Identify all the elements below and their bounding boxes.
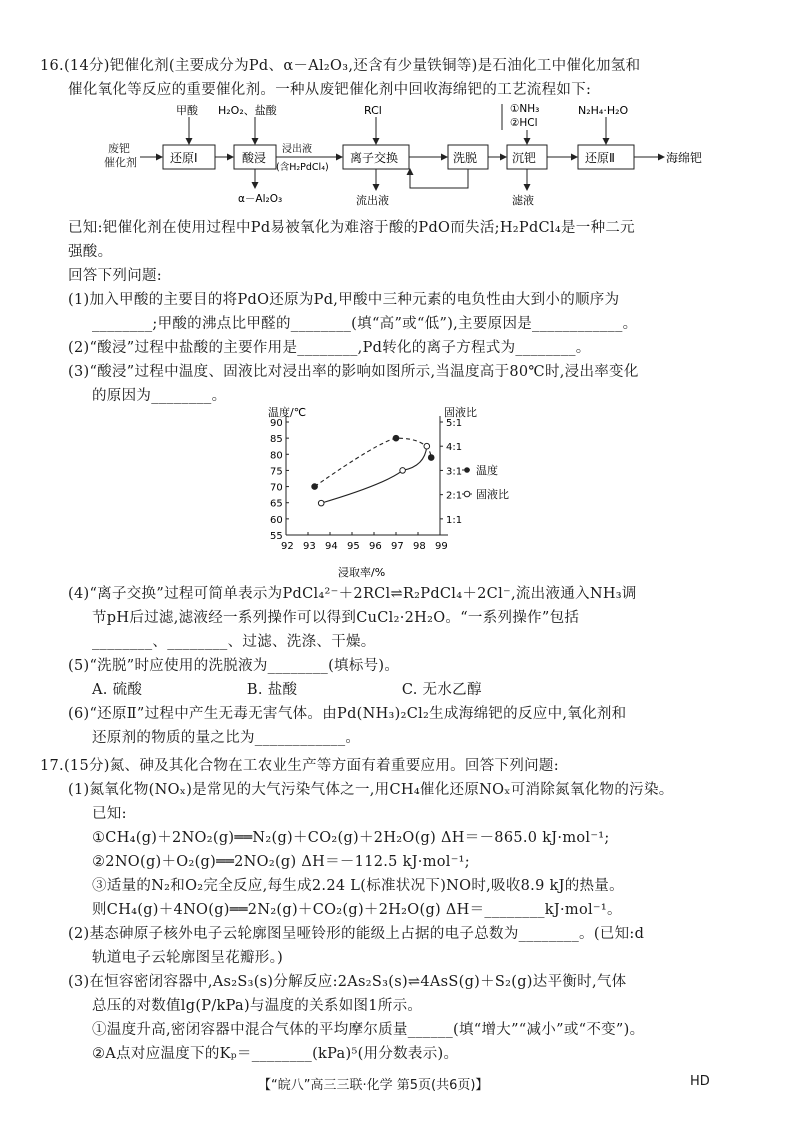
q17-equation4: 则CH₄(g)＋4NO(g)══2N₂(g)＋CO₂(g)＋2H₂O(g) ΔH＝________kJ·mol⁻¹。 bbox=[92, 902, 622, 918]
chart-y-left-tick-label: 65 bbox=[270, 498, 283, 510]
q16-answer-prompt: 回答下列问题: bbox=[68, 268, 162, 284]
chart-y-left-tick-label: 85 bbox=[270, 434, 283, 446]
byproduct-alumina: α－Al₂O₃ bbox=[238, 193, 283, 205]
q17-part3-q2: ②A点对应温度下的Kₚ＝________(kPa)⁵(用分数表示)。 bbox=[92, 1046, 459, 1062]
series-line-ratio bbox=[321, 446, 427, 503]
q16-part4-line1: (4)“离子交换”过程可简单表示为PdCl₄²⁻＋2RCl⇌R₂PdCl₄＋2Cl⁻,流出液通入NH₃调 bbox=[68, 586, 637, 602]
q17-part3-line2: 总压的对数值lg(P/kPa)与温度的关系如图1所示。 bbox=[92, 998, 423, 1014]
q16-part2: (2)“酸浸”过程中盐酸的主要作用是________,Pd转化的离子方程式为________。 bbox=[68, 340, 591, 356]
flow-input-line1: 废钯 bbox=[108, 142, 130, 155]
series-line-temperature bbox=[315, 438, 432, 486]
q16-known-line1: 已知:钯催化剂在使用过程中Pd易被氧化为难溶于酸的PdO而失活;H₂PdCl₄是一种二元 bbox=[68, 220, 635, 236]
reagent-hcl: ②HCl bbox=[510, 117, 538, 129]
chart-y-left-tick-label: 75 bbox=[270, 466, 283, 478]
q16-part3-line2: 的原因为________。 bbox=[92, 388, 227, 404]
q16-intro-line2: 催化氧化等反应的重要催化剂。一种从废钯催化剂中回收海绵钯的工艺流程如下: bbox=[68, 82, 592, 98]
chart-xlabel: 浸取率/% bbox=[338, 566, 386, 579]
q16-part6-line1: (6)“还原Ⅱ”过程中产生无毒无害气体。由Pd(NH₃)₂Cl₂生成海绵钯的反应中,氧化剂和 bbox=[68, 706, 627, 722]
option-c: C. 无水乙醇 bbox=[401, 682, 482, 698]
series-point-ratio bbox=[424, 443, 430, 449]
chart-y-right-tick-label: 4:1 bbox=[446, 442, 463, 454]
series-point-temperature bbox=[428, 455, 434, 461]
chart-y-right-tick-label: 1:1 bbox=[446, 514, 463, 526]
series-point-ratio bbox=[318, 500, 324, 506]
reagent-rcl: RCl bbox=[364, 104, 382, 117]
chart-y-left-tick-label: 80 bbox=[270, 450, 283, 462]
chart-x-tick-label: 92 bbox=[281, 541, 294, 552]
q16-intro-line1: 16.(14分)钯催化剂(主要成分为Pd、α－Al₂O₃,还含有少量铁铜等)是石油化工中催化加氢和 bbox=[40, 58, 641, 74]
chart-y-left-tick-label: 70 bbox=[270, 482, 283, 494]
q16-known-line2: 强酸。 bbox=[68, 244, 113, 260]
legend-solid-liquid-ratio: 固液比 bbox=[476, 488, 509, 501]
q17-equation1: ①CH₄(g)＋2NO₂(g)══N₂(g)＋CO₂(g)＋2H₂O(g) ΔH＝－865.0 kJ·mol⁻¹; bbox=[92, 830, 610, 846]
leach-rate-chart bbox=[0, 400, 800, 580]
q16-part6-line2: 还原剂的物质的量之比为____________。 bbox=[92, 730, 361, 746]
q17-part2-line2: 轨道电子云轮廓图呈花瓣形。) bbox=[92, 950, 284, 966]
flow-input-line2: 催化剂 bbox=[104, 156, 137, 169]
flow-step-reduce2: 还原Ⅱ bbox=[585, 151, 615, 165]
chart-y-right-tick-label: 2:1 bbox=[446, 490, 463, 502]
flow-step-elution: 洗脱 bbox=[453, 151, 478, 165]
legend-temperature: 温度 bbox=[476, 464, 498, 477]
chart-x-tick-label: 97 bbox=[391, 541, 404, 552]
footer-code: HD bbox=[690, 1074, 710, 1089]
option-a: A. 硫酸 bbox=[92, 682, 143, 698]
chart-y-right-tick-label: 5:1 bbox=[446, 418, 463, 429]
chart-x-tick-label: 95 bbox=[347, 541, 360, 552]
q17-intro: 17.(15分)氮、砷及其化合物在工农业生产等方面有着重要应用。回答下列问题: bbox=[40, 758, 559, 774]
chart-x-tick-label: 93 bbox=[303, 541, 316, 552]
flow-step-ion-exchange: 离子交换 bbox=[350, 151, 399, 165]
flow-step-reduce1: 还原Ⅰ bbox=[170, 151, 198, 165]
flow-leachate-note: (含H₂PdCl₄) bbox=[276, 162, 329, 173]
q16-part5: (5)“洗脱”时应使用的洗脱液为________(填标号)。 bbox=[68, 658, 400, 674]
q17-part1-line2: 已知: bbox=[92, 806, 127, 822]
chart-ylabel-right: 固液比 bbox=[444, 406, 477, 419]
byproduct-effluent: 流出液 bbox=[356, 194, 389, 207]
byproduct-filtrate: 滤液 bbox=[512, 194, 534, 207]
reagent-formic-acid: 甲酸 bbox=[176, 104, 198, 117]
chart-y-left-tick-label: 60 bbox=[270, 514, 283, 526]
q17-part1-line1: (1)氮氧化物(NOₓ)是常见的大气污染气体之一,用CH₄催化还原NOₓ可消除氮氧化物的污染。 bbox=[68, 782, 674, 798]
q16-part3-line1: (3)“酸浸”过程中温度、固液比对浸出率的影响如图所示,当温度高于80℃时,浸出率变化 bbox=[68, 364, 639, 380]
q17-part3-q1: ①温度升高,密闭容器中混合气体的平均摩尔质量______(填“增大”“减小”或“不变”)。 bbox=[92, 1022, 645, 1038]
q17-equation2: ②2NO(g)＋O₂(g)══2NO₂(g) ΔH＝－112.5 kJ·mol⁻¹; bbox=[92, 854, 470, 870]
flow-step-acid-leach: 酸浸 bbox=[242, 151, 267, 165]
reagent-hydrazine: N₂H₄·H₂O bbox=[578, 104, 629, 117]
flow-leachate-label: 浸出液 bbox=[282, 144, 312, 155]
series-point-ratio bbox=[400, 468, 406, 474]
reagent-h2o2-hcl: H₂O₂、盐酸 bbox=[218, 104, 277, 117]
chart-y-left-tick-label: 55 bbox=[270, 531, 283, 542]
series-point-temperature bbox=[393, 435, 399, 441]
flow-product: 海绵钯 bbox=[666, 151, 703, 165]
chart-ylabel-left: 温度/℃ bbox=[268, 406, 307, 419]
q17-part3-line1: (3)在恒容密闭容器中,As₂S₃(s)分解反应:2As₂S₃(s)⇌4AsS(g)＋S₂(g)达平衡时,气体 bbox=[68, 974, 627, 990]
q16-part5-options bbox=[92, 680, 482, 700]
chart-x-tick-label: 96 bbox=[369, 541, 382, 552]
q16-part1-line2: ________;甲酸的沸点比甲醛的________(填“高”或“低”),主要原因是____________。 bbox=[92, 316, 638, 332]
chart-y-right-tick-label: 3:1 bbox=[446, 466, 463, 478]
chart-x-tick-label: 94 bbox=[325, 541, 338, 552]
footer-title: 【“皖八”高三三联·化学 第5页(共6页)】 bbox=[258, 1078, 489, 1093]
q17-part2-line1: (2)基态砷原子核外电子云轮廓图呈哑铃形的能级上占据的电子总数为________。(已知:d bbox=[68, 926, 645, 942]
chart-y-left-tick-label: 90 bbox=[270, 418, 283, 429]
chart-x-tick-label: 98 bbox=[413, 541, 426, 552]
q17-equation3: ③适量的N₂和O₂完全反应,每生成2.24 L(标准状况下)NO时,吸收8.9 kJ的热量。 bbox=[92, 878, 624, 894]
option-b: B. 盐酸 bbox=[246, 682, 298, 698]
q16-part1-line1: (1)加入甲酸的主要目的将PdO还原为Pd,甲酸中三种元素的电负性由大到小的顺序为 bbox=[68, 292, 620, 308]
reagent-nh3: ①NH₃ bbox=[510, 103, 540, 115]
process-flow-diagram bbox=[0, 100, 800, 210]
q16-part4-line3: ________、________、过滤、洗涤、干燥。 bbox=[92, 634, 376, 650]
series-point-temperature bbox=[312, 484, 318, 490]
chart-x-tick-label: 99 bbox=[435, 541, 448, 552]
q16-part4-line2: 节pH后过滤,滤液经一系列操作可以得到CuCl₂·2H₂O。“一系列操作”包括 bbox=[92, 610, 580, 626]
flow-step-precipitate: 沉钯 bbox=[512, 151, 537, 165]
